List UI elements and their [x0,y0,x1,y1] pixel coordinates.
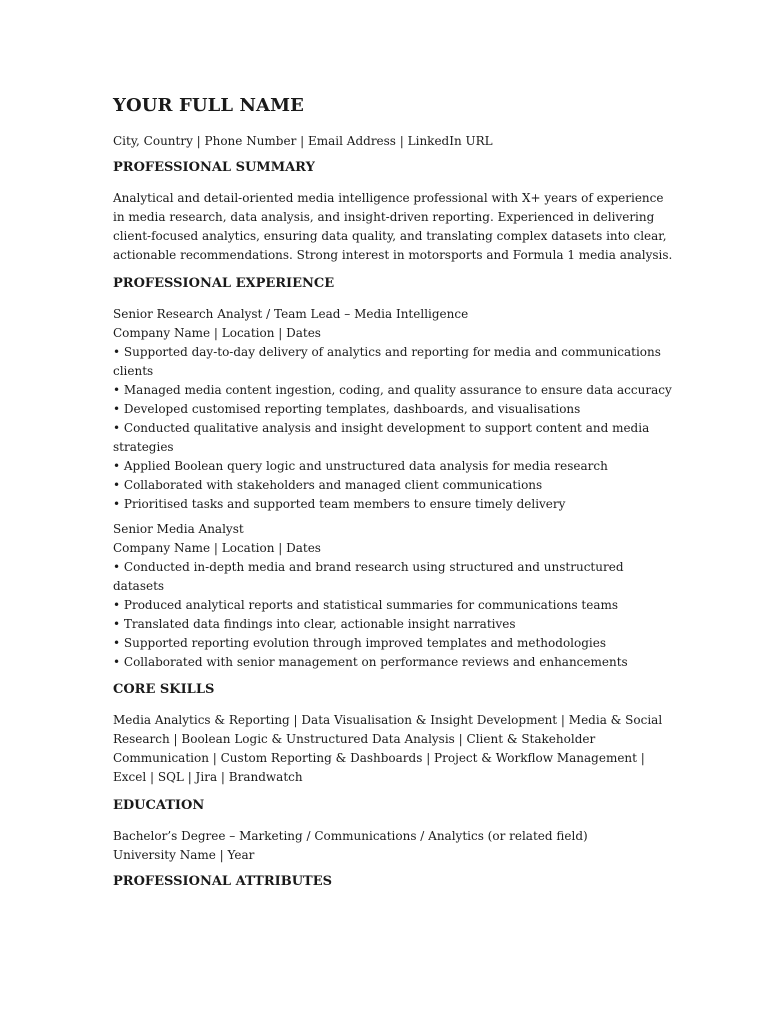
job-bullet: • Collaborated with senior management on performance reviews and enhancements [113,655,628,669]
job-entry [113,520,673,672]
job-bullet-list [113,558,673,672]
job-bullet: • Conducted qualitative analysis and insight development to support content and media strategies [113,421,650,454]
resume-page [113,95,673,903]
skills-heading: CORE SKILLS [113,682,215,697]
contact-line: City, Country | Phone Number | Email Address | LinkedIn URL [113,134,493,148]
skills-text: Media Analytics & Reporting | Data Visualisation & Insight Development | Media & Social Research | Boolean Logic & Unstructured Data Analysis | Client & Stakeholder Communication | Custom Reporting & Dashboards | Project & Workflow Management | Excel | SQL | Jira | Brandwatch [113,713,663,784]
job-bullet: • Prioritised tasks and supported team members to ensure timely delivery [113,497,566,511]
job-bullet: • Developed customised reporting templates, dashboards, and visualisations [113,402,581,416]
education-heading: EDUCATION [113,798,205,813]
job-entry [113,305,673,514]
attributes-heading: PROFESSIONAL ATTRIBUTES [113,874,333,889]
degree-line: Bachelor’s Degree – Marketing / Communications / Analytics (or related field) [113,829,588,843]
job-bullet: • Conducted in-depth media and brand research using structured and unstructured datasets [113,560,624,593]
full-name-heading: YOUR FULL NAME [113,95,304,116]
job-bullet-list [113,343,673,514]
job-bullet: • Produced analytical reports and statistical summaries for communications teams [113,598,619,612]
job-bullet: • Supported day-to-day delivery of analytics and reporting for media and communications clients [113,345,661,378]
job-bullet: • Supported reporting evolution through improved templates and methodologies [113,636,607,650]
job-title: Senior Research Analyst / Team Lead – Media Intelligence [113,307,469,321]
job-meta: Company Name | Location | Dates [113,541,321,555]
job-meta: Company Name | Location | Dates [113,326,321,340]
experience-heading: PROFESSIONAL EXPERIENCE [113,276,335,291]
job-bullet: • Collaborated with stakeholders and managed client communications [113,478,543,492]
job-bullet: • Translated data findings into clear, actionable insight narratives [113,617,516,631]
university-line: University Name | Year [113,848,255,862]
job-title: Senior Media Analyst [113,522,244,536]
summary-text: Analytical and detail-oriented media intelligence professional with X+ years of experience in media research, data analysis, and insight-driven reporting. Experienced in delivering client-focused analytics, ensuring data quality, and translating complex datasets into clear, actionable recommendations. Strong interest in motorsports and Formula 1 media analysis. [113,191,673,262]
job-bullet: • Managed media content ingestion, coding, and quality assurance to ensure data accuracy [113,383,672,397]
summary-heading: PROFESSIONAL SUMMARY [113,160,315,175]
job-bullet: • Applied Boolean query logic and unstructured data analysis for media research [113,459,608,473]
